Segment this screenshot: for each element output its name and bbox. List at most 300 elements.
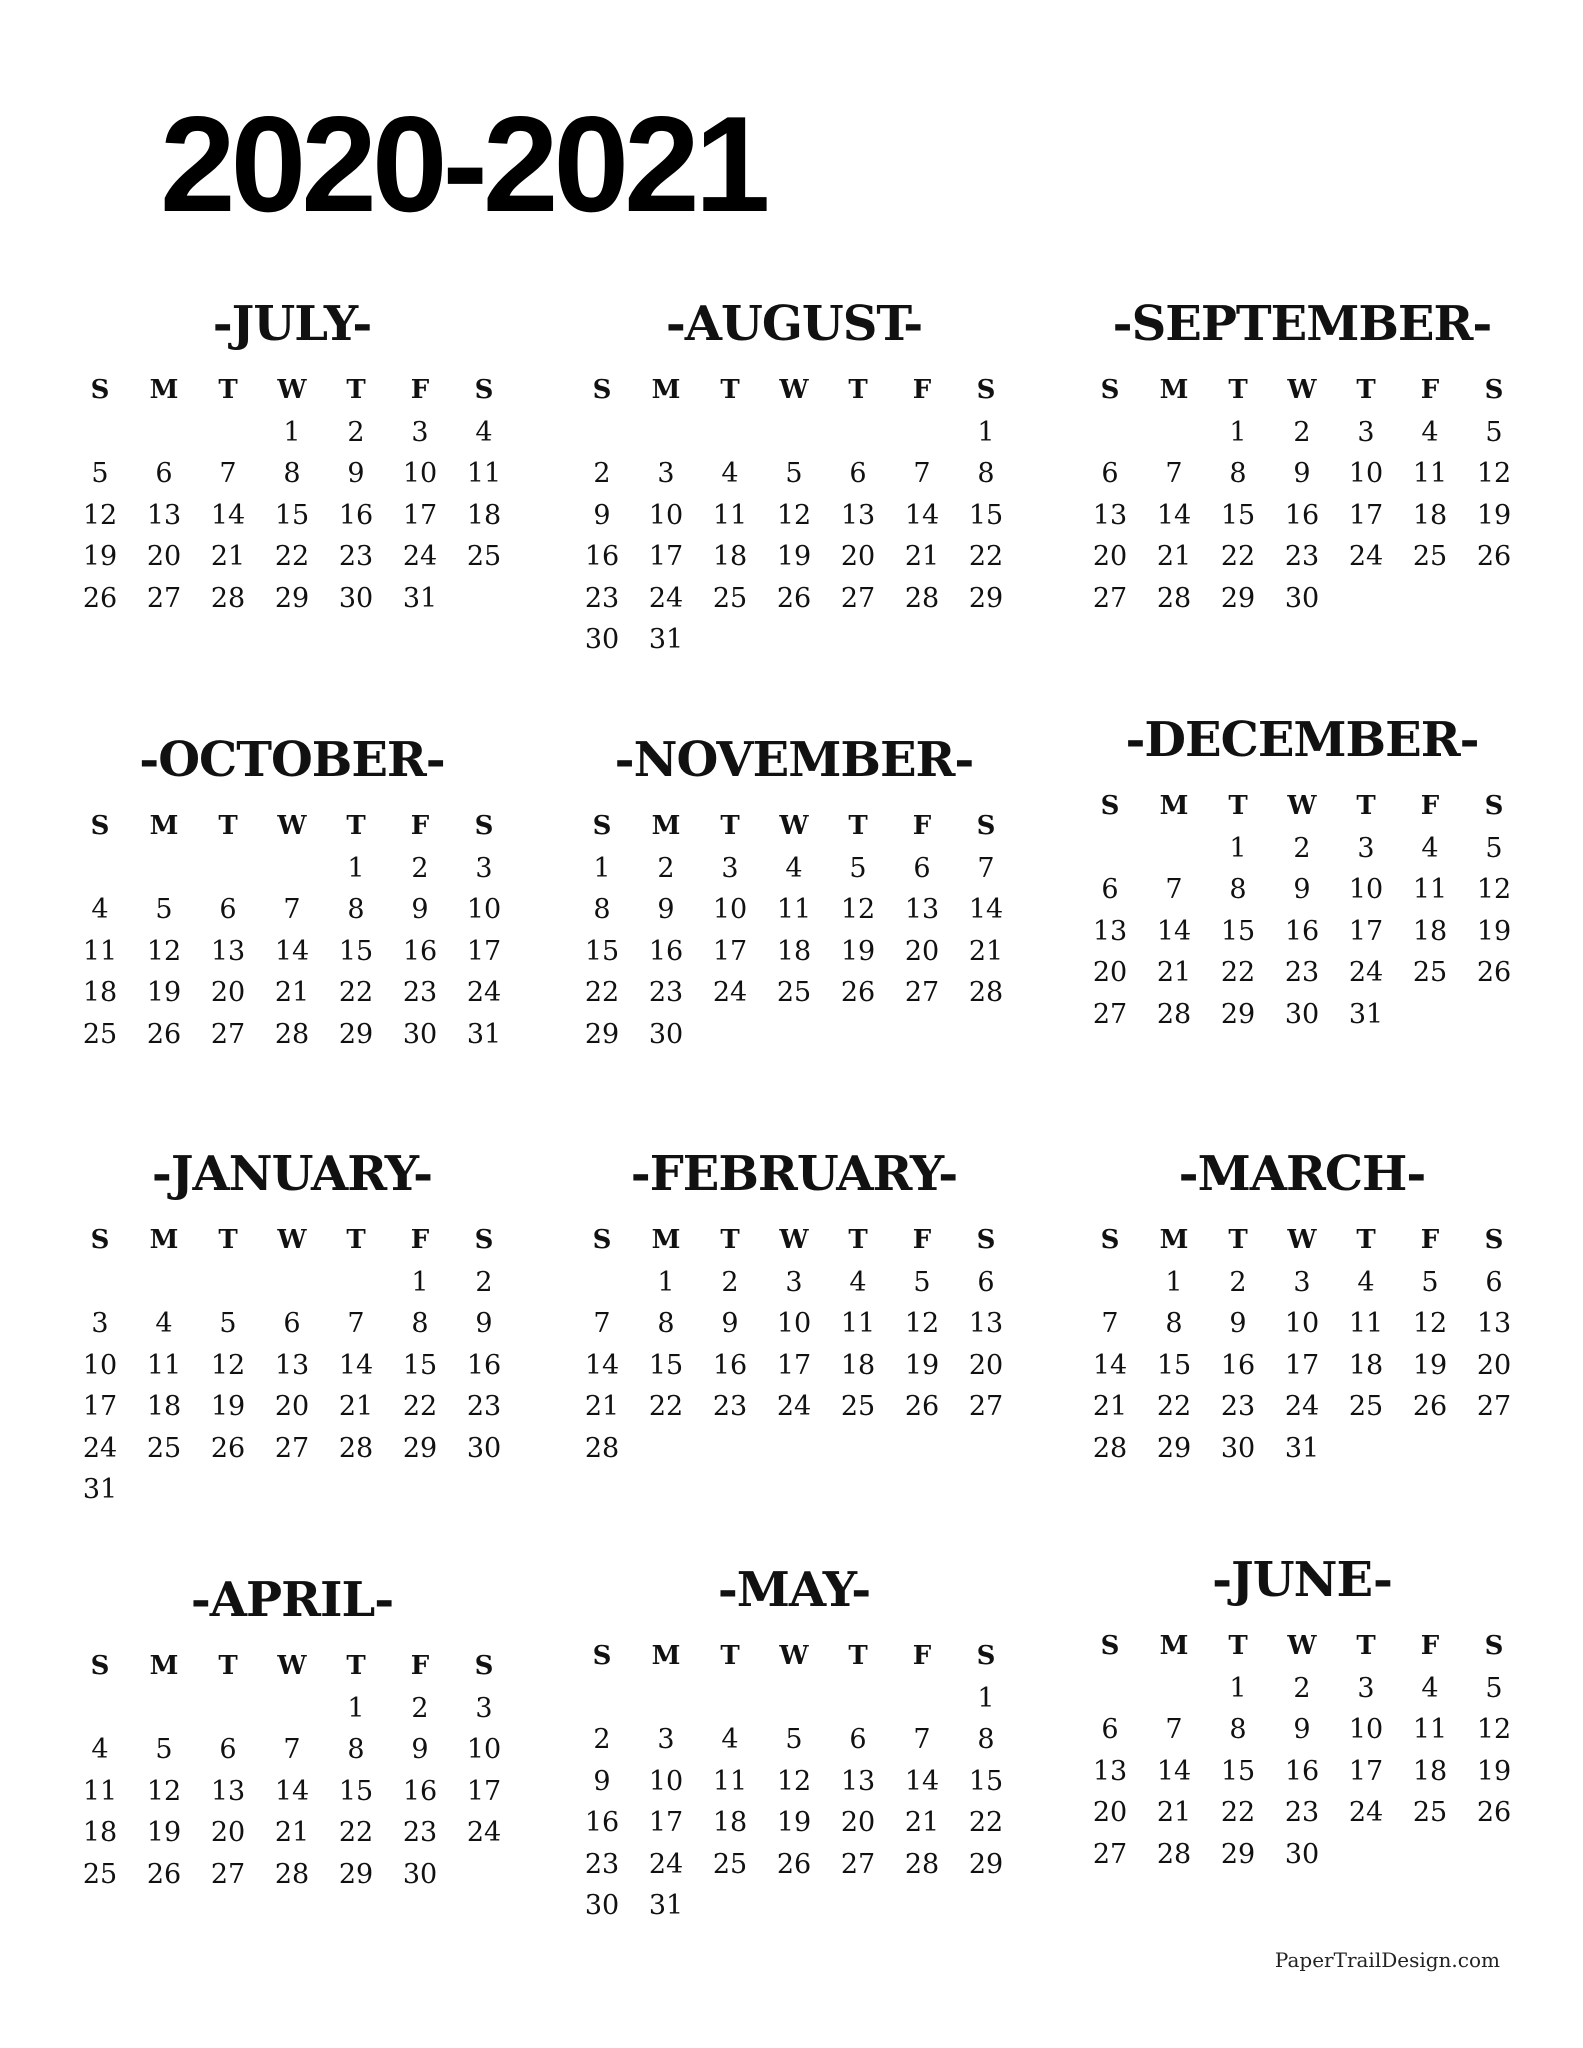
week-row [68,1345,516,1387]
day-cell: 17 [1348,1755,1384,1787]
weekday-header: S [1484,791,1504,821]
week-row [570,1014,1018,1056]
weekday-header: W [277,375,307,405]
day-cell: 31 [466,1018,502,1050]
day-cell: 6 [219,894,237,925]
month-name: -JULY- [212,296,372,352]
day-cell: 6 [1101,874,1119,905]
month-name: -AUGUST- [665,296,923,352]
day-cell: 10 [776,1308,812,1339]
day-cell: 22 [402,1391,438,1422]
day-cell: 2 [347,416,365,448]
day-cell: 22 [584,977,620,1008]
week-row [570,1802,1018,1844]
weekday-header: F [1420,791,1440,821]
day-cell: 17 [402,499,438,531]
day-cell: 15 [1156,1349,1192,1381]
day-cell: 18 [840,1349,876,1381]
day-cell: 19 [146,1817,182,1848]
day-cell: 8 [657,1308,675,1339]
day-cell: 21 [274,977,310,1008]
weekday-header: S [976,1641,996,1671]
day-cell: 7 [913,1724,931,1755]
day-cell: 2 [593,1724,611,1755]
week-row [1078,1751,1526,1793]
day-cell: 30 [338,582,374,614]
day-cell: 16 [402,935,438,967]
day-cell: 2 [593,458,611,489]
day-cell: 10 [82,1349,118,1381]
day-cell: 19 [776,1807,812,1838]
day-cell: 10 [712,894,748,925]
month-name: -NOVEMBER- [614,732,974,788]
weekday-header: S [592,1641,612,1671]
page-title: 2020-2021 [160,88,766,240]
day-cell [826,1014,890,1056]
day-cell: 1 [411,1266,429,1298]
day-cell: 24 [466,977,502,1008]
week-row [1078,1792,1526,1834]
day-cell: 4 [91,894,109,925]
day-cell [1334,578,1398,620]
day-cell [698,1014,762,1056]
day-cell: 11 [1412,874,1448,905]
day-cell: 21 [904,541,940,572]
day-cell [260,1469,324,1511]
week-row [68,848,516,890]
day-cell: 30 [584,624,620,655]
weekday-header-row [570,370,1018,412]
day-cell: 28 [210,582,246,614]
weekday-header: M [1159,791,1189,821]
week-row [68,536,516,578]
day-cell: 10 [466,1734,502,1765]
day-cell [698,1428,762,1470]
week-row [570,1262,1018,1304]
weekday-header: W [779,811,809,841]
day-cell [1142,828,1206,870]
weekday-header: S [976,811,996,841]
day-cell: 17 [648,1807,684,1838]
day-cell: 3 [475,852,493,884]
day-cell: 9 [475,1308,493,1339]
day-cell: 6 [977,1266,995,1298]
week-row [570,495,1018,537]
day-cell: 14 [584,1349,620,1381]
day-cell: 31 [1348,998,1384,1030]
month-name: -FEBRUARY- [630,1146,958,1202]
day-cell: 27 [1092,998,1128,1030]
day-cell: 12 [1476,458,1512,489]
day-cell: 16 [402,1775,438,1807]
week-row [570,931,1018,973]
day-cell: 26 [1476,957,1512,988]
day-cell: 16 [1284,499,1320,531]
day-cell: 17 [1348,499,1384,531]
day-cell: 5 [849,852,867,884]
day-cell: 5 [1421,1266,1439,1298]
day-cell [698,1678,762,1720]
day-cell: 24 [466,1817,502,1848]
day-cell: 2 [475,1266,493,1298]
day-cell [1334,1834,1398,1876]
day-cell: 1 [283,416,301,448]
day-cell: 19 [904,1349,940,1381]
day-cell: 27 [210,1858,246,1890]
day-cell: 30 [1284,582,1320,614]
weekday-header: S [1100,1631,1120,1661]
day-cell: 14 [1092,1349,1128,1381]
day-cell: 5 [913,1266,931,1298]
day-cell [388,1469,452,1511]
day-cell: 7 [1165,458,1183,489]
day-cell: 20 [210,977,246,1008]
day-cell [1078,412,1142,454]
day-cell: 29 [968,1848,1004,1880]
day-cell [196,1688,260,1730]
day-cell: 16 [1284,1755,1320,1787]
day-cell [196,412,260,454]
day-cell: 25 [82,1018,118,1050]
day-cell: 28 [274,1018,310,1050]
day-cell: 20 [210,1817,246,1848]
day-cell: 6 [1485,1266,1503,1298]
day-cell: 5 [155,1734,173,1765]
weekday-header: S [90,811,110,841]
day-cell: 19 [1476,499,1512,531]
day-cell [132,412,196,454]
day-cell: 16 [1284,915,1320,947]
weekday-header: W [1287,1225,1317,1255]
day-cell [890,1885,954,1927]
day-cell: 13 [1092,1755,1128,1787]
day-cell: 21 [584,1391,620,1422]
week-row [1078,412,1526,454]
day-cell: 13 [1476,1308,1512,1339]
month-january [68,1146,516,1511]
weekday-header: M [149,375,179,405]
day-cell: 28 [584,1432,620,1464]
day-cell [954,619,1018,661]
day-cell: 3 [785,1266,803,1298]
weekday-header-row [1078,1626,1526,1668]
weekday-header-row [1078,370,1526,412]
day-cell [570,1262,634,1304]
day-cell [762,1428,826,1470]
day-cell: 5 [1485,1672,1503,1704]
day-cell: 4 [91,1734,109,1765]
day-cell [1462,1834,1526,1876]
day-cell: 14 [1156,499,1192,531]
month-april [68,1572,516,1895]
day-cell: 15 [1220,915,1256,947]
week-row [68,889,516,931]
day-cell: 31 [402,582,438,614]
weekday-header: S [1100,375,1120,405]
weekday-header: M [651,811,681,841]
day-cell: 29 [338,1858,374,1890]
day-cell: 15 [338,935,374,967]
weekday-header: S [474,375,494,405]
week-row [1078,869,1526,911]
day-cell: 11 [82,1775,118,1807]
day-cell [1142,412,1206,454]
weekday-header: T [720,375,740,405]
day-cell: 5 [785,458,803,489]
weekday-header-row [1078,1220,1526,1262]
day-cell: 10 [402,458,438,489]
day-cell: 11 [1412,1714,1448,1745]
day-cell [1398,994,1462,1036]
day-cell: 8 [347,894,365,925]
footer-credit: PaperTrailDesign.com [1274,1948,1500,1972]
day-cell: 20 [146,541,182,572]
day-cell: 22 [1220,541,1256,572]
day-cell [1078,1262,1142,1304]
weekday-header: F [410,375,430,405]
day-cell: 24 [82,1432,118,1464]
weekday-header-row [68,370,516,412]
day-cell [762,619,826,661]
weekday-header: T [848,1641,868,1671]
day-cell: 19 [776,541,812,572]
day-cell: 12 [904,1308,940,1339]
day-cell: 2 [1293,416,1311,448]
day-cell: 18 [1348,1349,1384,1381]
day-cell: 17 [712,935,748,967]
day-cell: 23 [1284,541,1320,572]
day-cell: 27 [274,1432,310,1464]
week-row [1078,1262,1526,1304]
day-cell: 10 [648,499,684,531]
day-cell: 15 [584,935,620,967]
weekday-header: W [1287,375,1317,405]
day-cell: 16 [584,1807,620,1838]
day-cell: 1 [347,1692,365,1724]
weekday-header: T [346,811,366,841]
day-cell: 23 [466,1391,502,1422]
day-cell: 8 [1229,458,1247,489]
week-row [570,1678,1018,1720]
day-cell: 26 [904,1391,940,1422]
day-cell: 25 [146,1432,182,1464]
day-cell: 11 [1348,1308,1384,1339]
weekday-header: T [720,1225,740,1255]
day-cell: 13 [210,935,246,967]
day-cell [634,412,698,454]
week-row [68,972,516,1014]
day-cell: 24 [402,541,438,572]
day-cell: 27 [146,582,182,614]
day-cell: 25 [1412,541,1448,572]
day-cell [196,1469,260,1511]
day-cell [260,1262,324,1304]
day-cell: 21 [968,935,1004,967]
week-row [68,1771,516,1813]
month-march [1078,1146,1526,1469]
month-september [1078,296,1526,619]
week-row [570,1844,1018,1886]
day-cell: 25 [776,977,812,1008]
day-cell [1078,1668,1142,1710]
weekday-header: T [720,811,740,841]
day-cell [132,1262,196,1304]
weekday-header: F [912,375,932,405]
day-cell: 4 [1421,1672,1439,1704]
day-cell [634,1678,698,1720]
day-cell: 26 [1476,541,1512,572]
week-row [570,889,1018,931]
weekday-header: S [1484,375,1504,405]
day-cell: 1 [1229,832,1247,864]
day-cell: 8 [977,1724,995,1755]
day-cell: 12 [840,894,876,925]
day-cell: 8 [411,1308,429,1339]
weekday-header: T [1228,375,1248,405]
day-cell: 8 [977,458,995,489]
day-cell: 5 [1485,416,1503,448]
day-cell: 6 [913,852,931,884]
week-row [570,412,1018,454]
day-cell: 14 [904,499,940,531]
day-cell: 3 [1357,1672,1375,1704]
day-cell: 22 [968,1807,1004,1838]
weekday-header-row [570,1220,1018,1262]
day-cell [68,412,132,454]
day-cell: 8 [283,458,301,489]
day-cell: 3 [657,458,675,489]
day-cell: 22 [338,977,374,1008]
day-cell: 18 [1412,1755,1448,1787]
day-cell: 28 [274,1858,310,1890]
week-row [1078,1668,1526,1710]
day-cell: 17 [1284,1349,1320,1381]
day-cell: 3 [475,1692,493,1724]
day-cell: 21 [1156,541,1192,572]
day-cell [324,1262,388,1304]
day-cell: 4 [1357,1266,1375,1298]
day-cell [68,848,132,890]
weekday-header: F [410,811,430,841]
day-cell: 9 [657,894,675,925]
day-cell: 25 [712,582,748,614]
day-cell: 7 [593,1308,611,1339]
day-cell [634,1428,698,1470]
day-cell: 23 [1284,957,1320,988]
weekday-header: W [779,1641,809,1671]
day-cell: 21 [274,1817,310,1848]
day-cell [698,412,762,454]
weekday-header: M [651,375,681,405]
week-row [570,619,1018,661]
day-cell: 25 [840,1391,876,1422]
day-cell: 24 [1348,1797,1384,1828]
week-row [68,1854,516,1896]
day-cell: 9 [1293,458,1311,489]
day-cell: 20 [274,1391,310,1422]
weekday-header: M [149,811,179,841]
weekday-header: W [1287,1631,1317,1661]
day-cell: 18 [1412,499,1448,531]
week-row [1078,952,1526,994]
day-cell: 11 [146,1349,182,1381]
weekday-header: T [1356,1631,1376,1661]
weekday-header: T [218,1651,238,1681]
weekday-header-row [570,806,1018,848]
day-cell: 19 [210,1391,246,1422]
week-row [570,453,1018,495]
day-cell: 9 [593,1765,611,1797]
day-cell [132,848,196,890]
day-cell: 20 [968,1349,1004,1381]
day-cell: 25 [1412,1797,1448,1828]
week-row [68,1262,516,1304]
day-cell: 25 [1412,957,1448,988]
weekday-header: S [976,1225,996,1255]
day-cell [826,1428,890,1470]
week-row [68,412,516,454]
day-cell: 4 [849,1266,867,1298]
week-row [570,1345,1018,1387]
day-cell: 18 [82,1817,118,1848]
day-cell: 13 [274,1349,310,1381]
day-cell [1398,1428,1462,1470]
day-cell: 2 [411,1692,429,1724]
day-cell: 16 [466,1349,502,1381]
weekday-header: S [90,1225,110,1255]
day-cell: 1 [593,852,611,884]
weekday-header: T [346,1225,366,1255]
day-cell: 28 [968,977,1004,1008]
weekday-header: S [592,375,612,405]
weekday-header: W [277,811,307,841]
day-cell: 7 [1165,1714,1183,1745]
day-cell: 20 [840,541,876,572]
day-cell: 26 [82,582,118,614]
day-cell [826,1678,890,1720]
weekday-header: F [912,1225,932,1255]
day-cell: 5 [91,458,109,489]
day-cell: 21 [210,541,246,572]
month-november [570,732,1018,1055]
day-cell: 15 [968,1765,1004,1797]
day-cell: 27 [1476,1391,1512,1422]
day-cell: 5 [1485,832,1503,864]
week-row [68,1386,516,1428]
day-cell: 29 [968,582,1004,614]
day-cell: 14 [274,935,310,967]
week-row [68,578,516,620]
weekday-header: M [651,1225,681,1255]
day-cell: 14 [210,499,246,531]
month-october [68,732,516,1055]
day-cell: 16 [584,541,620,572]
day-cell: 26 [840,977,876,1008]
weekday-header: M [651,1641,681,1671]
day-cell [1398,578,1462,620]
week-row [1078,578,1526,620]
weekday-header: T [848,1225,868,1255]
day-cell [68,1262,132,1304]
day-cell: 9 [593,499,611,531]
day-cell: 6 [219,1734,237,1765]
month-february [570,1146,1018,1469]
day-cell: 2 [1229,1266,1247,1298]
day-cell: 29 [584,1018,620,1050]
day-cell: 28 [1092,1432,1128,1464]
day-cell: 21 [1156,957,1192,988]
day-cell: 23 [712,1391,748,1422]
